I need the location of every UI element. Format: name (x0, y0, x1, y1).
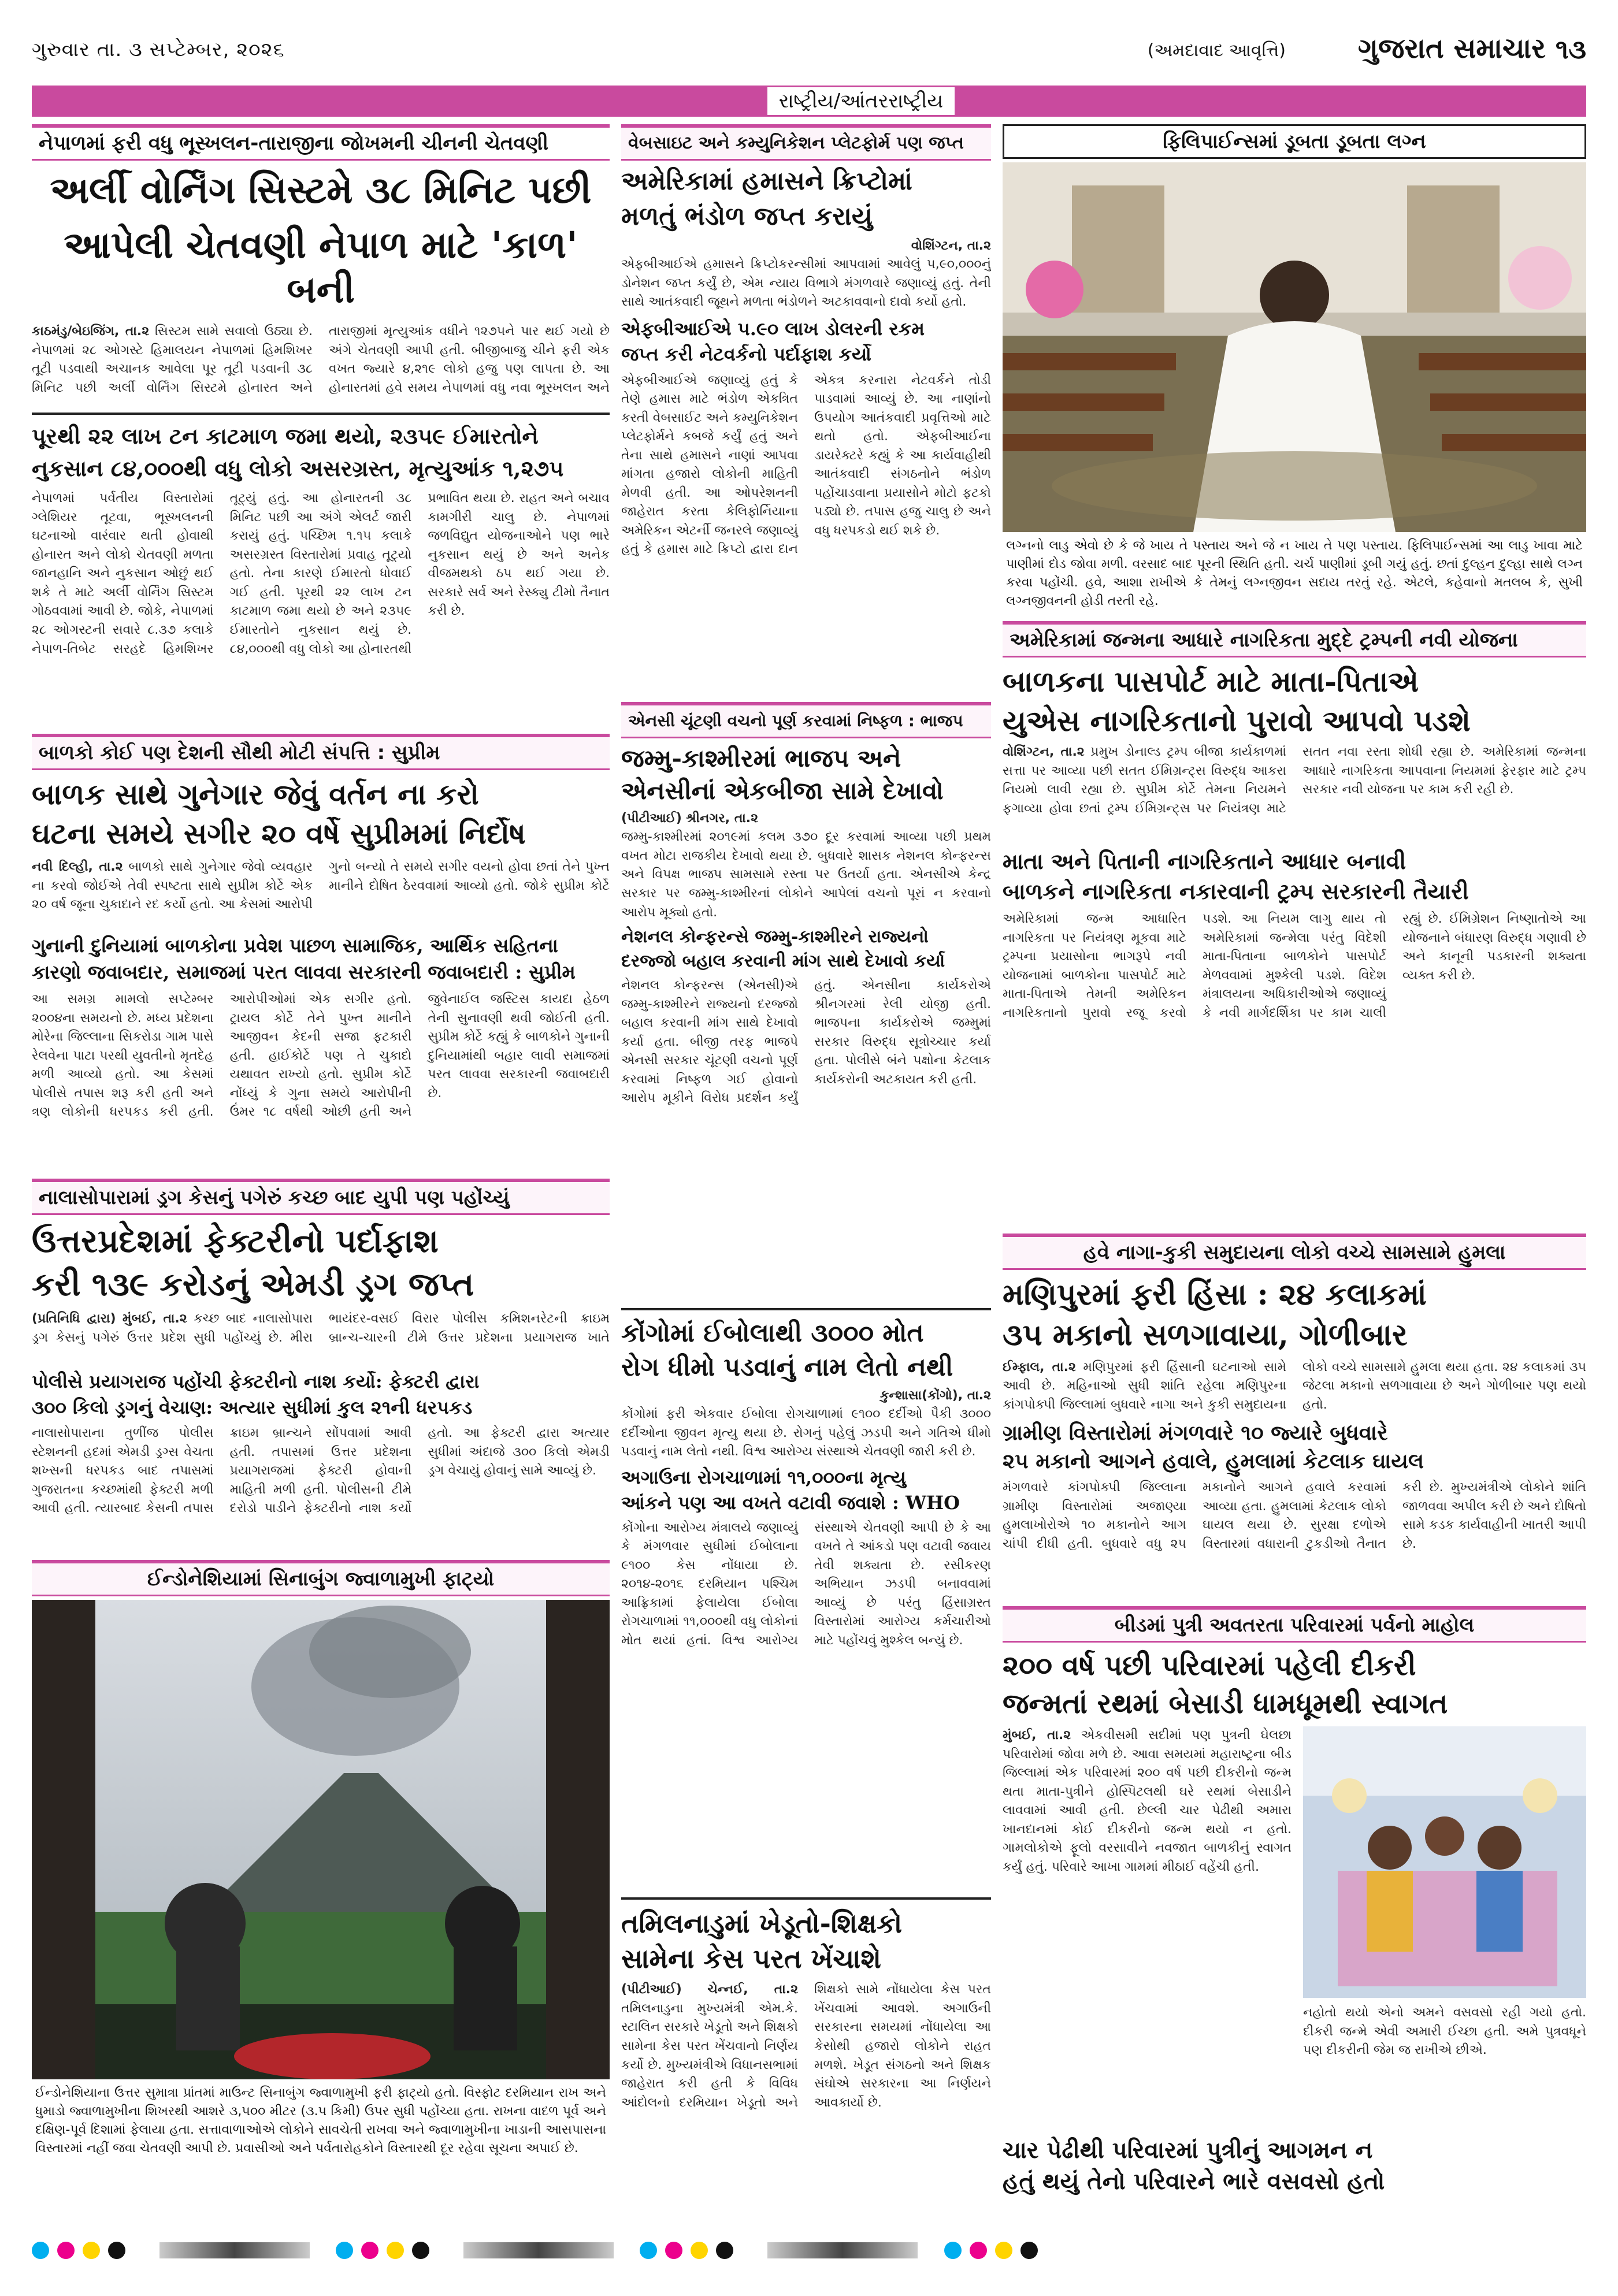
ebola-headline (621, 1318, 991, 1383)
hamas-headline-line-1: અમેરિકામાં હમાસને ક્રિપ્ટોમાં (621, 166, 912, 196)
volcano-story (32, 1560, 610, 2219)
nepal-headline-line-2: આપેલી ચેતવણી નેપાળ માટે 'કાળ' બની (64, 223, 578, 311)
grayscale-strip (463, 2242, 614, 2258)
black-dot (412, 2242, 429, 2259)
manipur-subhead-line-2: ૨૫ મકાનો આગને હવાલે, હુમલામાં કેટલાક ઘાયલ (1003, 1448, 1424, 1473)
daughter-story (1003, 1606, 1586, 2219)
daughter-body-text: એકવીસમી સદીમાં પણ પુત્રની ઘેલછા પરિવારોમાં જોવા મળે છે. આવા સમયમાં મહારાષ્ટ્રના બીડ જિલ્લામાં એક પરિવારમાં ૨૦૦ વર્ષ પછી દીકરીનો જન્મ થતા માતા-પુત્રીને હોસ્પિટલથી ઘરે રથમાં બેસાડીને લાવવામાં આવી હતી. છેલ્લી ચાર પેઢીથી અમારા ખાનદાનમાં કોઈ દીકરીનો જન્મ થયો ન હતો. ગામલોકોએ ફૂલો વરસાવીને નવજાત બાળકીનું સ્વાગત કર્યું હતું. પરિવારે આખા ગામમાં મીઠાઈ વહેંચી હતી. (1003, 1728, 1292, 1875)
cyan-dot (640, 2242, 657, 2259)
jk-headline-line-1: જમ્મુ-કાશ્મીરમાં ભાજપ અને (621, 744, 901, 772)
manipur-headline-line-1: મણિપુરમાં ફરી હિંસા : ૨૪ કલાકમાં (1003, 1277, 1427, 1312)
jk-headline-line-2: એનસીનાં એકબીજા સામે દેખાવો (621, 777, 944, 805)
ebola-body-2: કોંગોના આરોગ્ય મંત્રાલયે જણાવ્યું કે મંગળવાર સુધીમાં ઈબોલાના ૯૧૦૦ કેસ નોંધાયા છે. ૨૦૧૪-૨૦૧૬ દરમિયાન પશ્ચિમ આફ્રિકામાં ફેલાયેલા ઈબોલા રોગચાળામાં ૧૧,૦૦૦થી વધુ લોકોનાં મોત થયાં હતાં. વિશ્વ આરોગ્ય સંસ્થાએ ચેતવણી આપી છે કે આ વખતે તે આંકડો પણ વટાવી જવાય તેવી શક્યતા છે. રસીકરણ અભિયાન ઝડપી બનાવવામાં આવ્યું છે પરંતુ હિંસાગ્રસ્ત વિસ્તારોમાં આરોગ્ય કર્મચારીઓ માટે પહોંચવું મુશ્કેલ બન્યું છે. (621, 1520, 991, 1648)
nepal2-headline-line-2: નુકસાન ૮૪,૦૦૦થી વધુ લોકો અસરગ્રસ્ત, મૃત્યુઆંક ૧,૨૭૫ (32, 455, 564, 481)
jk-subhead (621, 927, 991, 972)
hamas-story (621, 124, 991, 693)
volcano-kicker: ઈન્ડોનેશિયામાં સિનાબુંગ જ્વાળામુખી ફાટ્યો (32, 1560, 610, 1596)
ebola-headline-line-1: કોંગોમાં ઈબોલાથી ૩૦૦૦ મોત (621, 1318, 924, 1348)
drugs-kicker: નાલાસોપારામાં ડ્રગ કેસનું પગેરું કચ્છ બાદ યુપી પણ પહોંચ્યું (32, 1179, 610, 1215)
jk-credit: (પીટીઆઈ) (621, 811, 682, 826)
daughter-kicker: બીડમાં પુત્રી અવતરતા પરિવારમાં પર્વનો માહોલ (1003, 1606, 1586, 1643)
manipur-subhead (1003, 1421, 1586, 1474)
drugs-headline-line-1: ઉત્તરપ્રદેશમાં ફેક્ટરીનો પર્દાફાશ (32, 1222, 439, 1260)
volcano-caption: ઈન્ડોનેશિયાના ઉત્તર સુમાત્રા પ્રાંતમાં માઉન્ટ સિનાબુંગ જ્વાળામુખી ફરી ફાટ્યો હતો. વિસ્ફોટ દરમિયાન રાખ અને ધુમાડો જ્વાળામુખીના શિખરથી આશરે ૩,૫૦૦ મીટર (૩.૫ કિમી) ઉપર સુધી પહોંચ્યા હતા. રાખના વાદળ પૂર્વ અને દક્ષિણ-પૂર્વ દિશામાં ફેલાયા હતા. સત્તાવાળાઓએ લોકોને સાવચેતી રાખવા અને જ્વાળામુખીના ખાડાની આસપાસના વિસ્તારમાં નહીં જવા ચેતવણી આપી છે. પ્રવાસીઓ અને પર્વતારોહકોને વિસ્તારથી દૂર રહેવા સૂચના અપાઈ છે. (35, 2086, 606, 2156)
jk-dateline: શ્રીનગર, તા.૨ (685, 811, 759, 826)
daughter-subhead (1003, 2137, 1586, 2195)
hamas-dateline: વોશિંગ્ટન, તા.૨ (911, 238, 991, 253)
manipur-dateline: ઈમ્ફાલ, તા.૨ (1003, 1359, 1076, 1374)
trump-headline (1003, 664, 1586, 738)
child-headline-line-1: બાળક સાથે ગુનેગાર જેવું વર્તન ના કરો (32, 777, 479, 811)
tn-dateline: ચેન્નઈ, તા.૨ (707, 1982, 799, 1997)
trump-dateline: વોશિંગ્ટન, તા.૨ (1003, 745, 1085, 759)
daughter-photo (1303, 1726, 1586, 1998)
volcano-photo (32, 1600, 610, 2079)
magenta-dot (361, 2242, 378, 2259)
ebola-subhead-line-2: આંકને પણ આ વખતે વટાવી જવાશે : WHO (621, 1492, 960, 1514)
section-label: રાષ્ટ્રીય/આંતરરાષ્ટ્રીય (766, 86, 956, 117)
tn-body-text: તમિલનાડુના મુખ્યમંત્રી એમ.કે. સ્ટાલિન સરકારે ખેડૂતો અને શિક્ષકો સામેના કેસ પરત ખેંચવાનો નિર્ણય કર્યો છે. મુખ્યમંત્રીએ વિધાનસભામાં જાહેરાત કરી હતી કે વિવિધ આંદોલનો દરમિયાન ખેડૂતો અને શિક્ષકો સામે નોંધાયેલા કેસ પરત ખેંચવામાં આવશે. અગાઉની સરકારના સમયમાં નોંધાયેલા આ કેસોથી હજારો લોકોને રાહત મળશે. ખેડૂત સંગઠનો અને શિક્ષક સંઘોએ સરકારના આ નિર્ણયને આવકાર્યો છે. (621, 1982, 991, 2110)
child-dateline: નવી દિલ્હી, તા.૨ (32, 860, 123, 874)
jk-body-2: નેશનલ કોન્ફરન્સ (એનસી)એ જમ્મુ-કાશ્મીરને રાજ્યનો દરજ્જો બહાલ કરવાની માંગ સાથે દેખાવો કર્યા હતા. બીજી તરફ ભાજપે એનસી સરકાર ચૂંટણી વચનો પૂર્ણ કરવામાં નિષ્ફળ ગઈ હોવાનો આરોપ મૂકીને વિરોધ પ્રદર્શન કર્યું હતું. એનસીના કાર્યકરોએ શ્રીનગરમાં રેલી યોજી હતી. ભાજપના કાર્યકરોએ જમ્મુમાં સરકાર વિરુદ્ધ સૂત્રોચ્ચાર કર્યા હતા. પોલીસે બંને પક્ષોના કેટલાક કાર્યકરોની અટકાયત કરી હતી. (621, 978, 991, 1106)
yellow-dot (995, 2242, 1012, 2259)
hamas-subhead-line-1: એફબીઆઈએ ૫.૯૦ લાખ ડોલરની રકમ (621, 317, 925, 340)
nepal2-headline (32, 423, 610, 481)
jk-headline (621, 744, 991, 806)
nepal-story (32, 124, 610, 396)
black-dot (108, 2242, 125, 2259)
drugs-subhead-line-1: પોલીસે પ્રયાગરાજ પહોંચી ફેક્ટરીનો નાશ કર્યો: ફેક્ટરી દ્વારા (32, 1370, 480, 1393)
trump2-headline (1003, 848, 1586, 904)
child-body (32, 858, 610, 927)
manipur-body-text: મણિપુરમાં ફરી હિંસાની ઘટનાઓ સામે આવી છે. મહિનાઓ સુધી શાંતિ રહેલા મણિપુરના કાંગપોક્પી જિલ્લામાં બુધવારે નાગા અને કુકી સમુદાયના લોકો વચ્ચે સામસામે હુમલા થયા હતા. ૨૪ કલાકમાં ૩૫ જેટલા મકાનો સળગાવાયા છે અને ગોળીબાર પણ થયો હતો. (1003, 1359, 1586, 1412)
newspaper-logo: ગુજરાત સમાચાર (1357, 32, 1546, 65)
drugs-body (32, 1310, 610, 1365)
cyan-dot (944, 2242, 962, 2259)
daughter-photo-caption: નહોતો થયો એનો અમને વસવસો રહી ગયો હતો. દીકરી જન્મે એવી અમારી ઈચ્છા હતી. અમે પુત્રવધૂને પણ દીકરીની જેમ જ રાખીએ છીએ. (1303, 2005, 1586, 2058)
daughter-dateline: મુંબઈ, તા.૨ (1003, 1728, 1071, 1743)
drugs-subhead-line-2: ૩૦૦ કિલો ડ્રગનું વેચાણ: અત્યાર સુધીમાં કુલ ૨૧ની ધરપકડ (32, 1396, 473, 1418)
print-registration-marks (32, 2242, 1586, 2265)
hamas-body-2: એફબીઆઈએ જણાવ્યું હતું કે તેણે હમાસ માટે ભંડોળ એકત્રિત કરતી વેબસાઈટ અને કમ્યુનિકેશન પ્લેટફોર્મને કબજે કર્યું હતું અને તેના સાથે હમાસને નાણાં આપવા માંગતા હજારો લોકોની માહિતી મેળવી હતી. આ ઓપરેશનની જાહેરાત કરતા કેલિફોર્નિયાના અમેરિકન એટર્ની જનરલે જણાવ્યું હતું કે હમાસ માટે ક્રિપ્ટો દ્વારા દાન એકત્ર કરનારા નેટવર્કને તોડી પાડવામાં આવ્યું છે. આ નાણાંનો ઉપયોગ આતંકવાદી પ્રવૃત્તિઓ માટે થતો હતો. એફબીઆઈના ડાયરેક્ટરે કહ્યું કે આ કાર્યવાહીથી આતંકવાદી સંગઠનોને ભંડોળ પહોંચાડવાના પ્રયાસોને મોટો ફટકો પડ્યો છે. તપાસ હજુ ચાલુ છે અને વધુ ધરપકડો થઈ શકે છે. (621, 373, 991, 557)
black-dot (1020, 2242, 1038, 2259)
tn-headline (621, 1908, 991, 1975)
cyan-dot (32, 2242, 49, 2259)
drugs-credit: (પ્રતિનિધિ દ્વારા) (32, 1312, 116, 1327)
wedding-kicker: ફિલિપાઈન્સમાં ડૂબતા ડૂબતા લગ્ન (1003, 124, 1586, 159)
yellow-dot (83, 2242, 100, 2259)
daughter-subhead-line-2: હતું થયું તેનો પરિવારને ભારે વસવસો હતો (1003, 2168, 1385, 2195)
volcano-image (32, 1600, 610, 2079)
child-kicker: બાળકો કોઈ પણ દેશની સૌથી મોટી સંપત્તિ : સુપ્રીમ (32, 734, 610, 770)
nepal-kicker: નેપાળમાં ફરી વધુ ભૂસ્ખલન-તારાજીના જોખમની ચીનની ચેતવણી (32, 124, 610, 161)
edition-label: (અમદાવાદ આવૃત્તિ) (1147, 40, 1286, 61)
hamas-headline (621, 166, 991, 232)
jk-subhead-line-1: નેશનલ કોન્ફરન્સે જમ્મુ-કાશ્મીરને રાજ્યનો (621, 927, 929, 948)
ebola-body (621, 1387, 991, 1462)
hamas-subhead-line-2: જપ્ત કરી નેટવર્કનો પર્દાફાશ કર્યો (621, 343, 871, 366)
trump2-headline-line-2: બાળકને નાગરિકતા નકારવાની ટ્રમ્પ સરકારની તૈયારી (1003, 878, 1469, 904)
child-subhead-line-1: ગુનાની દુનિયામાં બાળકોના પ્રવેશ પાછળ સામાજિક, આર્થિક સહિતના (32, 934, 558, 957)
trump-story (1003, 621, 1586, 1225)
ebola-headline-line-2: રોગ ધીમો પડવાનું નામ લેતો નથી (621, 1352, 953, 1382)
wedding-image (1003, 162, 1586, 532)
trump-body-text: પ્રમુખ ડોનાલ્ડ ટ્રમ્પ બીજા કાર્યકાળમાં સત્તા પર આવ્યા પછી સતત ઈમિગ્રન્ટ્સ વિરુદ્ધ આકરા નિયમો લાવી રહ્યા છે. સુપ્રીમ કોર્ટે તેમના નિયમને ફગાવ્યા હોવા છતાં ટ્રમ્પ ઈમિગ્રન્ટ્સ પર નિયંત્રણ માટે સતત નવા રસ્તા શોધી રહ્યા છે. અમેરિકામાં જન્મના આધારે નાગરિકતા આપવાના નિયમમાં ફેરફાર માટે ટ્રમ્પ સરકાર નવી યોજના પર કામ કરી રહી છે. (1003, 745, 1586, 816)
magenta-dot (665, 2242, 682, 2259)
jk-story (621, 702, 991, 1291)
cyan-dot (336, 2242, 353, 2259)
daughter-image (1303, 1726, 1586, 1998)
drugs-subhead (32, 1370, 610, 1418)
daughter-headline-line-1: ૨૦૦ વર્ષ પછી પરિવારમાં પહેલી દીકરી (1003, 1649, 1416, 1682)
nepal-dateline: કાઠમંડુ/બેઇજિંગ, તા.૨ (32, 324, 150, 339)
ebola-dateline: કુન્શાસા(કોંગો), તા.૨ (879, 1388, 991, 1403)
hamas-body-text: એફબીઆઈએ હમાસને ક્રિપ્ટોકરન્સીમાં આપવામાં આવેલું ૫,૯૦,૦૦૦નું ડોનેશન જપ્ત કર્યું છે, એમ ન્યાય વિભાગે મંગળવારે જણાવ્યું હતું. તેની સાથે આતંકવાદી જૂથને મળતા ભંડોળને અટકાવવાનો દાવો કર્યો હતો. (621, 257, 991, 310)
drugs-dateline: મુંબઈ, તા.૨ (122, 1312, 187, 1327)
hamas-headline-line-2: મળતું ભંડોળ જપ્ત કરાયું (621, 201, 873, 231)
daughter-headline-line-2: જન્મતાં રથમાં બેસાડી ધામધૂમથી સ્વાગત (1003, 1687, 1448, 1720)
manipur-headline-line-2: ૩૫ મકાનો સળગાવાયા, ગોળીબાર (1003, 1317, 1408, 1353)
ebola-subhead (621, 1466, 991, 1514)
manipur-body-2: મંગળવારે કાંગપોક્પી જિલ્લાના ગ્રામીણ વિસ્તારોમાં અજાણ્યા હુમલાખોરોએ ૧૦ મકાનોને આગ ચાંપી દીધી હતી. બુધવારે વધુ ૨૫ મકાનોને આગને હવાલે કરવામાં આવ્યા હતા. હુમલામાં કેટલાક લોકો ઘાયલ થયા છે. સુરક્ષા દળોએ વિસ્તારમાં વધારાની ટુકડીઓ તૈનાત કરી છે. મુખ્યમંત્રીએ લોકોને શાંતિ જાળવવા અપીલ કરી છે અને દોષિતો સામે કડક કાર્યવાહીની ખાતરી આપી છે. (1003, 1480, 1586, 1551)
grayscale-strip (767, 2242, 918, 2258)
hamas-kicker: વેબસાઇટ અને કમ્યુનિકેશન પ્લેટફોર્મ પણ જપ્ત (621, 124, 991, 161)
drugs-headline-line-2: કરી ૧૩૯ કરોડનું એમડી ડ્રગ જપ્ત (32, 1265, 474, 1304)
yellow-dot (691, 2242, 708, 2259)
magenta-dot (970, 2242, 987, 2259)
hamas-subhead (621, 318, 991, 366)
magenta-dot (57, 2242, 75, 2259)
tn-headline-line-2: સામેના કેસ પરત ખેંચાશે (621, 1943, 881, 1975)
ebola-story (621, 1300, 991, 1883)
nepal-body (32, 322, 610, 396)
nepal-body-text: સિસ્ટમ સામે સવાલો ઉઠ્યા છે. નેપાળમાં ૨૮ ઓગસ્ટે હિમાલયન નેપાળમાં હિમશિખર તૂટી પડવાથી અચાનક આવેલા પૂર તૂટી પડવાની ૩૮ મિનિટ પછી અર્લી વોર્નિંગ સિસ્ટમે હોનારત અને તારાજીમાં મૃત્યુઆંક વધીને ૧૨૭૫ને પાર થઈ ગયો છે અંગે ચેતવણી આપી હતી. બીજીબાજુ ચીને ફરી એક વખત જ્યારે ૪,૨૧૯ લોકો હજુ પણ લાપતા છે. આ હોનારતમાં હવે સમય નેપાળમાં વધુ નવા ભૂસ્ખલન અને (32, 324, 610, 396)
child-headline-line-2: ઘટના સમયે સગીર ૨૦ વર્ષે સુપ્રીમમાં નિર્દોષ (32, 816, 526, 850)
jk-kicker: એનસી ચૂંટણી વચનો પૂર્ણ કરવામાં નિષ્ફળ : ભાજપ (621, 702, 991, 738)
child-body-text: બાળકો સાથે ગુનેગાર જેવો વ્યવહાર ના કરવો જોઈએ તેવી સ્પષ્ટતા સાથે સુપ્રીમ કોર્ટે એક ૨૦ વર્ષ જૂના ચુકાદાને રદ કર્યો હતો. આ કેસમાં આરોપી ગુનો બન્યો તે સમયે સગીર વયનો હોવા છતાં તેને પુખ્ત માનીને દોષિત ઠેરવવામાં આવ્યો હતો. જોકે સુપ્રીમ કોર્ટે (32, 860, 610, 912)
drugs-headline (32, 1222, 610, 1304)
wedding-story (1003, 124, 1586, 615)
section-bar (32, 86, 1586, 117)
ebola-body-text: કોંગોમાં ફરી એકવાર ઈબોલા રોગચાળામાં ૯૧૦૦ દર્દીઓ પૈકી ૩૦૦૦ દર્દીઓના જીવન મૃત્યુ થયા છે. રોગનું પહેલું ઝડપી અને ગતિએ ધીમો પડવાનું નામ લેતો નથી. વિશ્વ આરોગ્ય સંસ્થાએ ચેતવણી જારી કરી છે. (621, 1407, 991, 1459)
tn-story (621, 1889, 991, 2219)
manipur-headline (1003, 1277, 1586, 1354)
trump2-headline-line-1: માતા અને પિતાની નાગરિકતાને આધાર બનાવી (1003, 848, 1407, 874)
daughter-headline (1003, 1649, 1586, 1721)
nepal-followup (32, 404, 610, 728)
jk-body-text: જમ્મુ-કાશ્મીરમાં ૨૦૧૯માં કલમ ૩૭૦ દૂર કરવામાં આવ્યા પછી પ્રથમ વખત મોટા રાજકીય દેખાવો થયા છે. બુધવારે શાસક નેશનલ કોન્ફરન્સ અને વિપક્ષ ભાજપ સામસામે રસ્તા પર ઉતર્યા હતા. એનસીએ કેન્દ્ર સરકાર પર જમ્મુ-કાશ્મીરનાં લોકોને આપેલાં વચનો પૂરાં ન કરવાનો આરોપ મૂક્યો હતો. (621, 830, 991, 920)
child-subhead (32, 934, 610, 983)
page-number: ૧૩ (1555, 34, 1586, 65)
manipur-subhead-line-1: ગ્રામીણ વિસ્તારોમાં મંગળવારે ૧૦ જ્યારે બુધવારે (1003, 1420, 1388, 1445)
black-dot (716, 2242, 733, 2259)
manipur-kicker: હવે નાગા-કુકી સમુદાયના લોકો વચ્ચે સામસામે હુમલા (1003, 1234, 1586, 1270)
child-headline (32, 777, 610, 851)
jk-body (621, 809, 991, 922)
nepal2-headline-line-1: પૂરથી ૨૨ લાખ ટન કાટમાળ જમા થયો, ૨૩૫૯ ઈમારતોને (32, 423, 539, 449)
hamas-body (621, 237, 991, 312)
wedding-photo (1003, 162, 1586, 532)
trump-kicker: અમેરિકામાં જન્મના આધારે નાગરિકતા મુદ્દે ટ્રમ્પની નવી યોજના (1003, 621, 1586, 657)
child-story (32, 734, 610, 1173)
grayscale-strip (159, 2242, 310, 2258)
drugs-story (32, 1179, 610, 1554)
drugs-body-text: કચ્છ બાદ નાલાસોપારા ડ્રગ કેસનું પગેરું ઉત્તર પ્રદેશ સુધી પહોંચ્યું છે. મીરા ભાયંદર-વસઈ વિરાર પોલીસ કમિશનરેટની ક્રાઇમ બ્રાન્ચ-ચારની ટીમે ઉત્તર પ્રદેશના પ્રયાગરાજ ખાતે (32, 1312, 610, 1345)
nepal-headline (32, 169, 610, 312)
masthead (32, 30, 1586, 82)
tn-credit: (પીટીઆઈ) (621, 1982, 682, 1997)
manipur-body (1003, 1358, 1586, 1416)
jk-subhead-line-2: દરજ્જો બહાલ કરવાની માંગ સાથે દેખાવો કર્યા (621, 951, 945, 972)
trump-body (1003, 743, 1586, 841)
drugs-body-2: નાલાસોપારાના તુળીંજ પોલીસ સ્ટેશનની હદમાં એમડી ડ્રગ્સ વેચતા શખ્સની ધરપકડ બાદ તપાસમાં ગુજરાતના કચ્છમાંથી ફેક્ટરી મળી આવી હતી. ત્યારબાદ કેસની તપાસ ક્રાઇમ બ્રાન્ચને સોંપવામાં આવી હતી. તપાસમાં ઉત્તર પ્રદેશના પ્રયાગરાજમાં ફેક્ટરી હોવાની માહિતી મળી હતી. પોલીસની ટીમે દરોડો પાડીને ફેક્ટરીનો નાશ કર્યો હતો. આ ફેક્ટરી દ્વારા અત્યાર સુધીમાં અંદાજે ૩૦૦ કિલો એમડી ડ્રગ વેચાયું હોવાનું સામે આવ્યું છે. (32, 1426, 610, 1516)
tn-headline-line-1: તમિલનાડુમાં ખેડૂતો-શિક્ષકો (621, 1908, 903, 1939)
daughter-body (1003, 1726, 1292, 2131)
trump-headline-line-2: યુએસ નાગરિકતાનો પુરાવો આપવો પડશે (1003, 704, 1471, 738)
child-body-2: આ સમગ્ર મામલો સપ્ટેમ્બર ૨૦૦૪ના સમયનો છે. મધ્ય પ્રદેશના મોરેના જિલ્લાના સિકરોડા ગામ પાસે રેલવેના પાટા પરથી યુવતીનો મૃતદેહ મળી આવ્યો હતો. આ કેસમાં પોલીસે તપાસ શરૂ કરી હતી અને ત્રણ લોકોની ધરપકડ કરી હતી. આરોપીઓમાં એક સગીર હતો. ટ્રાયલ કોર્ટે તેને પુખ્ત માનીને આજીવન કેદની સજા ફટકારી હતી. હાઈકોર્ટે પણ તે ચુકાદો યથાવત રાખ્યો હતો. સુપ્રીમ કોર્ટે નોંધ્યું કે ગુના સમયે આરોપીની ઉંમર ૧૮ વર્ષથી ઓછી હતી અને જુવેનાઈલ જસ્ટિસ કાયદા હેઠળ તેની સુનાવણી થવી જોઈતી હતી. સુપ્રીમ કોર્ટે કહ્યું કે બાળકોને ગુનાની દુનિયામાંથી બહાર લાવી સમાજમાં પરત લાવવા સરકારની જવાબદારી છે. (32, 992, 610, 1120)
child-subhead-line-2: કારણો જવાબદાર, સમાજમાં પરત લાવવા સરકારની જવાબદારી : સુપ્રીમ (32, 960, 576, 983)
nepal2-body: નેપાળમાં પર્વતીય વિસ્તારોમાં ગ્લેશિયર તૂટવા, ભૂસ્ખલનની ઘટનાઓ વારંવાર થતી હોવાથી હોનારત અને લોકો ચેતવણી મળતા જાનહાનિ અને નુકસાન ઓછું થઈ શકે તે માટે અર્લી વોર્નિંગ સિસ્ટમ ગોઠવવામાં આવી છે. જોકે, નેપાળમાં ૨૮ ઓગસ્ટની સવારે ૮.૩૭ કલાકે નેપાળ-તિબેટ સરહદે હિમશિખર તૂટ્યું હતું. આ હોનારતની ૩૮ મિનિટ પછી આ અંગે એલર્ટ જારી કરાયું હતું. પચ્છિમ ૧.૧૫ કલાકે અસરગ્રસ્ત વિસ્તારોમાં પ્રવાહ તૂટ્યો હતો. તેના કારણે ઈમારતો ધોવાઈ ગઈ હતી. પૂરથી ૨૨ લાખ ટન કાટમાળ જમા થયો છે અને ૨૩૫૯ ઈમારતોને નુકસાન થયું છે. ૮૪,૦૦૦થી વધુ લોકો આ હોનારતથી પ્રભાવિત થયા છે. રાહત અને બચાવ કામગીરી ચાલુ છે. નેપાળમાં જળવિદ્યુત યોજનાઓને પણ ભારે નુકસાન થયું છે અને અનેક વીજમથકો ઠપ થઈ ગયા છે. સરકારે સર્વ અને રેસ્ક્યુ ટીમો તૈનાત કરી છે. (32, 491, 610, 656)
wedding-caption: લગ્નનો લાડુ એવો છે કે જે ખાય તે પસ્તાય અને જે ન ખાય તે પણ પસ્તાય. ફિલિપાઈન્સમાં આ લાડુ ખાવા માટે પાણીમાં દોડ જોવા મળી. વરસાદ બાદ પૂરની સ્થિતિ હતી. ચર્ચ પાણીમાં ડૂબી ગયું હતું. છતાં દુલ્હન દુલ્હા સાથે લગ્ન કરવા પહોંચી. હવે, આશા રાખીએ કે તેમનું લગ્નજીવન સદાય તરતું રહે. એટલે, કહેવાનો મતલબ કે, સુખી લગ્નજીવનની હોડી તરતી રહે. (1006, 538, 1583, 608)
tn-body (621, 1981, 991, 2212)
ebola-subhead-line-1: અગાઉના રોગચાળામાં ૧૧,૦૦૦ના મૃત્યુ (621, 1466, 906, 1488)
daughter-subhead-line-1: ચાર પેઢીથી પરિવારમાં પુત્રીનું આગમન ન (1003, 2137, 1373, 2164)
issue-date: ગુરુવાર તા. ૩ સપ્ટેમ્બર, ૨૦૨૬ (32, 38, 285, 61)
nepal-headline-line-1: અર્લી વોર્નિંગ સિસ્ટમે ૩૮ મિનિટ પછી (50, 169, 592, 212)
trump-headline-line-1: બાળકના પાસપોર્ટ માટે માતા-પિતાએ (1003, 664, 1419, 699)
trump2-body: અમેરિકામાં જન્મ આધારિત નાગરિકતા પર નિયંત્રણ મૂકવા માટે ટ્રમ્પના પ્રયાસોના ભાગરૂપે નવી યોજનામાં બાળકોના પાસપોર્ટ માટે માતા-પિતાએ તેમની અમેરિકન નાગરિકતાનો પુરાવો રજૂ કરવો પડશે. આ નિયમ લાગુ થાય તો અમેરિકામાં જન્મેલા પરંતુ વિદેશી માતા-પિતાના બાળકોને પાસપોર્ટ મેળવવામાં મુશ્કેલી પડશે. વિદેશ મંત્રાલયના અધિકારીઓએ જણાવ્યું કે નવી માર્ગદર્શિકા પર કામ ચાલી રહ્યું છે. ઈમિગ્રેશન નિષ્ણાતોએ આ યોજનાને બંધારણ વિરુદ્ધ ગણાવી છે અને કાનૂની પડકારની શક્યતા વ્યક્ત કરી છે. (1003, 912, 1586, 1020)
manipur-story (1003, 1234, 1586, 1597)
yellow-dot (387, 2242, 404, 2259)
